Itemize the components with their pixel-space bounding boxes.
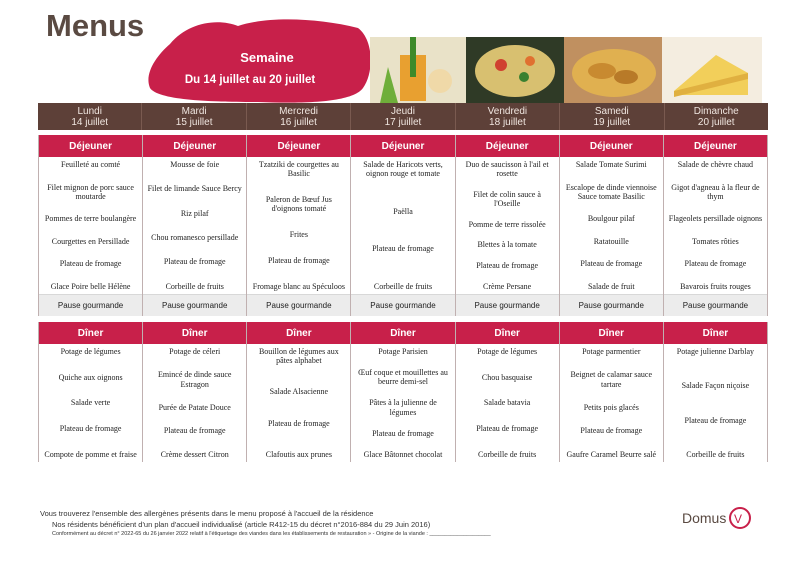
diner-label: Dîner	[494, 327, 520, 339]
menu-item: Plateau de fromage	[684, 415, 747, 425]
diner-grid	[38, 322, 768, 462]
dejeuner-band	[351, 135, 454, 157]
diner-band	[351, 322, 454, 344]
dejeuner-cell	[560, 157, 663, 294]
menu-item: Flageolets persillade oignons	[668, 214, 763, 224]
diner-cell	[456, 344, 559, 462]
menu-item: Bouillon de légumes aux pâtes alphabet	[258, 347, 339, 366]
menu-item: Tzatziki de courgettes au Basilic	[258, 160, 339, 179]
pause-gourmande-label: Pause gourmande	[474, 301, 540, 310]
day-name: Lundi	[77, 106, 102, 117]
diner-cell	[351, 344, 454, 462]
day-name: Jeudi	[391, 106, 415, 117]
week-title: Semaine	[240, 50, 294, 65]
diner-band	[39, 322, 142, 344]
menu-item: Paleron de Bœuf Jus d'oignons tomaté	[265, 195, 332, 214]
dejeuner-label: Déjeuner	[694, 140, 737, 152]
menu-item: Blettes à la tomate	[477, 240, 537, 250]
diner-column	[664, 322, 768, 462]
pause-gourmande-row	[39, 294, 142, 316]
menu-item: Potage de légumes	[60, 347, 121, 356]
menu-item: Salade de fruit	[587, 281, 635, 291]
day-date: 20 juillet	[697, 117, 735, 128]
menu-item: Bavarois fruits rouges	[680, 281, 751, 291]
logo-heart-icon	[728, 507, 754, 529]
menu-item: Beignet de calamar sauce tartare	[570, 370, 653, 389]
menu-item: Potage parmentier	[582, 347, 641, 356]
day-date: 19 juillet	[593, 117, 631, 128]
menu-item: Plateau de fromage	[59, 424, 122, 434]
day-name: Samedi	[594, 106, 629, 117]
day-name: Dimanche	[693, 106, 739, 117]
menu-item: Corbeille de fruits	[165, 281, 224, 291]
diner-cell	[560, 344, 663, 462]
day-header	[560, 103, 664, 130]
pause-gourmande-label: Pause gourmande	[370, 301, 436, 310]
dejeuner-band	[39, 135, 142, 157]
dejeuner-column	[351, 135, 455, 316]
dejeuner-label: Déjeuner	[69, 140, 112, 152]
menu-item: Plateau de fromage	[372, 244, 434, 254]
menu-item: Glace Bâtonnet chocolat	[363, 449, 443, 459]
menu-item: Potage de légumes	[477, 347, 538, 356]
dejeuner-column	[143, 135, 247, 316]
diner-cell	[143, 344, 246, 462]
menu-item: Plateau de fromage	[684, 259, 747, 269]
dejeuner-column	[38, 135, 143, 316]
pause-gourmande-row	[560, 294, 663, 316]
dejeuner-column	[560, 135, 664, 316]
dejeuner-band	[456, 135, 559, 157]
menu-item: Gaufre Caramel Beurre salé	[566, 449, 657, 459]
day-name: Vendredi	[487, 106, 528, 117]
dejeuner-band	[247, 135, 350, 157]
day-date: 17 juillet	[384, 117, 422, 128]
day-name: Mardi	[181, 106, 207, 117]
menu-item: Potage julienne Darblay	[676, 347, 755, 356]
dejeuner-label: Déjeuner	[277, 140, 321, 152]
day-date: 14 juillet	[71, 117, 109, 128]
menu-item: Plateau de fromage	[580, 259, 643, 269]
dejeuner-grid	[38, 135, 768, 316]
menu-item: Potage de céleri	[169, 347, 221, 356]
pause-gourmande-row	[351, 294, 454, 316]
diner-column	[456, 322, 560, 462]
pause-gourmande-row	[664, 294, 767, 316]
diner-label: Dîner	[181, 327, 208, 339]
menu-item: Gigot d'agneau à la fleur de thym	[671, 182, 760, 201]
menu-item: Salade Tomate Surimi	[575, 160, 647, 169]
menu-item: Escalope de dinde viennoise Sauce tomate Basilic	[565, 182, 657, 201]
diner-label: Dîner	[390, 327, 416, 339]
menu-item: Paëlla	[393, 206, 413, 216]
menu-item: Riz pilaf	[180, 208, 209, 218]
week-dates: Du 14 juillet au 20 juillet	[184, 74, 316, 86]
dejeuner-column	[247, 135, 351, 316]
diner-band	[143, 322, 246, 344]
dejeuner-cell	[247, 157, 350, 294]
menu-item: Chou basquaise	[481, 372, 533, 382]
diner-column	[38, 322, 143, 462]
diner-column	[560, 322, 664, 462]
day-header	[456, 103, 560, 130]
menu-item: Salade verte	[70, 398, 111, 408]
dejeuner-cell	[143, 157, 246, 294]
logo-text: Domus	[682, 510, 727, 526]
dejeuner-cell	[664, 157, 767, 294]
cheese-photo	[662, 37, 762, 103]
menu-item: Pomme de terre rissolée	[468, 219, 546, 229]
pause-gourmande-label: Pause gourmande	[266, 301, 332, 310]
menu-item: Petits pois glacés	[583, 402, 639, 412]
care-plan-note: Nos résidents bénéficient d'un plan d'accueil individualisé (article R412-15 du décret n°2016-884 du 29 Juin 2016)	[52, 520, 431, 529]
menu-item: Chou romanesco persillade	[151, 233, 239, 243]
menu-item: Emincé de dinde sauce Estragon	[157, 370, 232, 389]
menu-item: Ratatouille	[593, 236, 629, 246]
dejeuner-label: Déjeuner	[381, 140, 425, 152]
menu-item: Quiche aux oignons	[58, 372, 123, 382]
dejeuner-cell	[456, 157, 559, 294]
diner-column	[143, 322, 247, 462]
svg-text:V: V	[734, 512, 743, 526]
diner-label: Dîner	[77, 327, 104, 339]
menu-item: Filet de colin sauce à l'Oseille	[473, 189, 541, 209]
menu-item: Frites	[289, 230, 308, 240]
menu-item: Plateau de fromage	[476, 261, 538, 271]
day-name: Mercredi	[279, 106, 318, 117]
menu-item: Plateau de fromage	[476, 424, 538, 434]
menu-item: Corbeille de fruits	[478, 449, 537, 459]
menu-item: Filet mignon de porc sauce moutarde	[47, 182, 134, 201]
pasta-salad-photo	[466, 37, 564, 103]
diner-band	[456, 322, 559, 344]
dejeuner-column	[456, 135, 560, 316]
day-date: 15 juillet	[175, 117, 213, 128]
pause-gourmande-label: Pause gourmande	[57, 301, 124, 310]
diner-column	[247, 322, 351, 462]
dejeuner-cell	[39, 157, 142, 294]
pause-gourmande-label: Pause gourmande	[162, 301, 228, 310]
menu-item: Corbeille de fruits	[686, 449, 745, 459]
pause-gourmande-label: Pause gourmande	[682, 301, 749, 310]
menu-item: Plateau de fromage	[267, 418, 330, 428]
food-photo-strip	[370, 37, 762, 103]
menu-item: Œuf coque et mouillettes au beurre demi-sel	[358, 368, 448, 387]
menu-item: Plateau de fromage	[267, 255, 330, 265]
menu-item: Filet de limande Sauce Bercy	[147, 184, 242, 194]
menu-item: Clafoutis aux prunes	[265, 449, 332, 459]
dejeuner-band	[143, 135, 246, 157]
menu-item: Mousse de foie	[170, 160, 220, 169]
diner-label: Dîner	[702, 327, 729, 339]
page-title: Menus	[46, 8, 145, 43]
domusvi-logo	[682, 507, 754, 529]
fried-dish-photo	[564, 37, 662, 103]
menu-item: Feuilleté au comté	[61, 160, 121, 169]
menu-item: Crème dessert Citron	[160, 449, 229, 459]
menu-item: Boulgour pilaf	[587, 214, 635, 224]
meat-origin-note: Conformément au décret n° 2022-65 du 26 janvier 2022 relatif à l'étiquetage des viandes dans les établissements de restauration » - Origine de la viande : ____________________	[52, 531, 491, 537]
menu-item: Glace Poire belle Hélène	[50, 281, 131, 291]
menu-item: Salade batavia	[483, 398, 531, 408]
menu-item: Corbeille de fruits	[373, 281, 433, 291]
dejeuner-label: Déjeuner	[485, 140, 529, 152]
allergen-note: Vous trouverez l'ensemble des allergènes présents dans le menu proposé à l'accueil de la résidence	[40, 509, 374, 518]
menu-item: Duo de saucisson à l'ail et rosette	[465, 160, 549, 179]
dejeuner-cell	[351, 157, 454, 294]
menu-item: Salade de Haricots verts, oignon rouge et tomate	[363, 160, 443, 179]
menu-item: Plateau de fromage	[372, 428, 434, 438]
diner-cell	[664, 344, 767, 462]
diner-band	[664, 322, 767, 344]
day-header	[665, 103, 768, 130]
pause-gourmande-row	[247, 294, 350, 316]
diner-cell	[247, 344, 350, 462]
diner-label: Dîner	[286, 327, 312, 339]
dejeuner-band	[664, 135, 767, 157]
menu-item: Salade de chèvre chaud	[677, 160, 754, 169]
menu-item: Salade Alsacienne	[269, 387, 329, 397]
pause-gourmande-row	[456, 294, 559, 316]
menu-item: Pommes de terre boulangère	[44, 214, 137, 224]
diner-label: Dîner	[598, 327, 625, 339]
day-header	[38, 103, 142, 130]
menu-item: Plateau de fromage	[163, 257, 226, 267]
menu-item: Plateau de fromage	[580, 426, 643, 436]
diner-band	[247, 322, 350, 344]
menu-item: Crème Persane	[483, 281, 532, 291]
menu-item: Potage Parisien	[378, 347, 428, 356]
dejeuner-column	[664, 135, 768, 316]
dejeuner-label: Déjeuner	[173, 140, 217, 152]
pause-gourmande-row	[143, 294, 246, 316]
dejeuner-band	[560, 135, 663, 157]
drink-photo	[370, 37, 466, 103]
day-header-bar	[38, 103, 768, 130]
diner-column	[351, 322, 455, 462]
day-date: 18 juillet	[489, 117, 526, 128]
menu-item: Fromage blanc au Spéculoos	[252, 281, 345, 291]
diner-band	[560, 322, 663, 344]
menu-item: Salade Façon niçoise	[681, 381, 750, 391]
dejeuner-label: Déjeuner	[589, 140, 633, 152]
menu-item: Plateau de fromage	[163, 426, 226, 436]
day-header	[247, 103, 351, 130]
day-header	[142, 103, 246, 130]
menu-item: Purée de Patate Douce	[158, 402, 231, 412]
day-date: 16 juillet	[280, 117, 317, 128]
menu-item: Courgettes en Persillade	[51, 236, 130, 246]
pause-gourmande-label: Pause gourmande	[578, 301, 644, 310]
menu-item: Compote de pomme et fraise	[44, 449, 137, 459]
menu-item: Tomates rôties	[692, 236, 739, 246]
menu-item: Plateau de fromage	[59, 259, 122, 269]
day-header	[351, 103, 455, 130]
diner-cell	[39, 344, 142, 462]
menu-item: Pâtes à la julienne de légumes	[369, 398, 437, 417]
